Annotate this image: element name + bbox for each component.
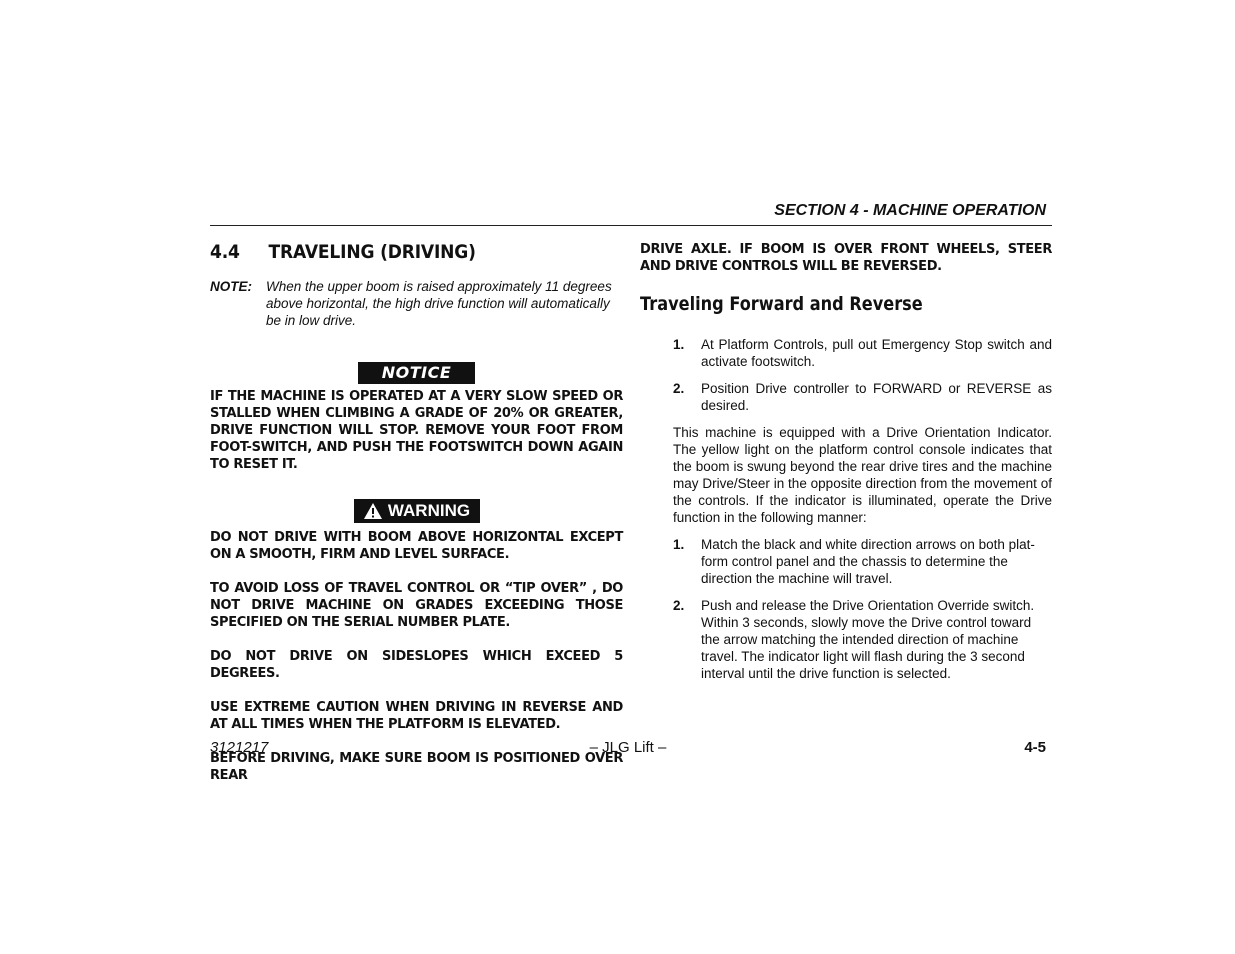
steps-list [640, 336, 1052, 414]
warning-triangle-icon [363, 502, 383, 520]
note-block [210, 278, 623, 329]
step-text: At Platform Controls, pull out Emergency Stop switch and activate footswitch. [701, 337, 1052, 369]
warning-badge [354, 499, 480, 523]
warning-item: TO AVOID LOSS OF TRAVEL CONTROL OR “TIP OVER” , DO NOT DRIVE MACHINE ON GRADES EXCEEDING THOSE SPECIFIED ON THE SERIAL NUMBER PLATE. [210, 581, 623, 630]
step-number: 1. [673, 537, 685, 552]
step-text: Match the black and white direction arrows on both plat-form control panel and the chassis to determine the direction the machine will travel. [701, 537, 1035, 586]
step-text: Push and release the Drive Orientation Override switch. Within 3 seconds, slowly move the Drive control toward the arrow matching the intended direction of machine travel. The indicator light will flash during the 3 second interval until the drive function is selected. [701, 598, 1035, 681]
section-number: 4.4 [210, 241, 240, 263]
step-number: 2. [673, 598, 685, 613]
warning-continuation: DRIVE AXLE. IF BOOM IS OVER FRONT WHEELS, STEER AND DRIVE CONTROLS WILL BE REVERSED. [640, 242, 1052, 274]
step-number: 1. [673, 337, 685, 352]
list-item [673, 597, 1052, 682]
document-number: 3121217 [210, 739, 269, 756]
warning-item: BEFORE DRIVING, MAKE SURE BOOM IS POSITIONED OVER REAR [210, 751, 623, 783]
step-text: Position Drive controller to FORWARD or REVERSE as desired. [701, 381, 1052, 413]
left-column [210, 238, 623, 784]
list-item [673, 536, 1052, 587]
notice-badge-row [210, 362, 623, 384]
page-number: 4-5 [1024, 739, 1046, 756]
note-text: When the upper boom is raised approximately 11 degrees above horizontal, the high drive function will automatically be in low drive. [266, 279, 612, 328]
notice-text: IF THE MACHINE IS OPERATED AT A VERY SLOW SPEED OR STALLED WHEN CLIMBING A GRADE OF 20% OR GREATER, DRIVE FUNCTION WILL STOP. REMOVE YOUR FOOT FROM FOOT-SWITCH, AND PUSH THE FOOTSWITCH DOWN AGAIN TO RESET IT. [210, 389, 623, 472]
right-column [640, 238, 1052, 682]
step-number: 2. [673, 381, 685, 396]
section-header: SECTION 4 - MACHINE OPERATION [774, 202, 1046, 219]
header-divider [210, 225, 1052, 226]
footer-brand: – JLG Lift – [589, 739, 667, 756]
override-steps-list [640, 536, 1052, 682]
list-item [673, 336, 1052, 370]
section-heading [210, 238, 582, 266]
notice-badge: NOTICE [358, 362, 475, 384]
orientation-paragraph: This machine is equipped with a Drive Orientation Indicator. The yellow light on the platform control console indicates that the boom is swung beyond the rear drive tires and the machine may Drive/Steer in the opposite direction from the movement of the controls. If the indicator is illuminated, operate the Drive function in the following manner: [673, 425, 1052, 525]
warning-label: WARNING [387, 501, 471, 520]
note-label: NOTE: [210, 279, 252, 294]
warning-item: USE EXTREME CAUTION WHEN DRIVING IN REVERSE AND AT ALL TIMES WHEN THE PLATFORM IS ELEVATED. [210, 700, 623, 732]
warning-item: DO NOT DRIVE WITH BOOM ABOVE HORIZONTAL EXCEPT ON A SMOOTH, FIRM AND LEVEL SURFACE. [210, 530, 623, 562]
list-item [673, 380, 1052, 414]
subsection-heading: Traveling Forward and Reverse [640, 293, 923, 315]
section-title: TRAVELING (DRIVING) [268, 241, 476, 263]
warning-item: DO NOT DRIVE ON SIDESLOPES WHICH EXCEED 5 DEGREES. [210, 649, 623, 681]
warning-badge-row [210, 499, 623, 525]
